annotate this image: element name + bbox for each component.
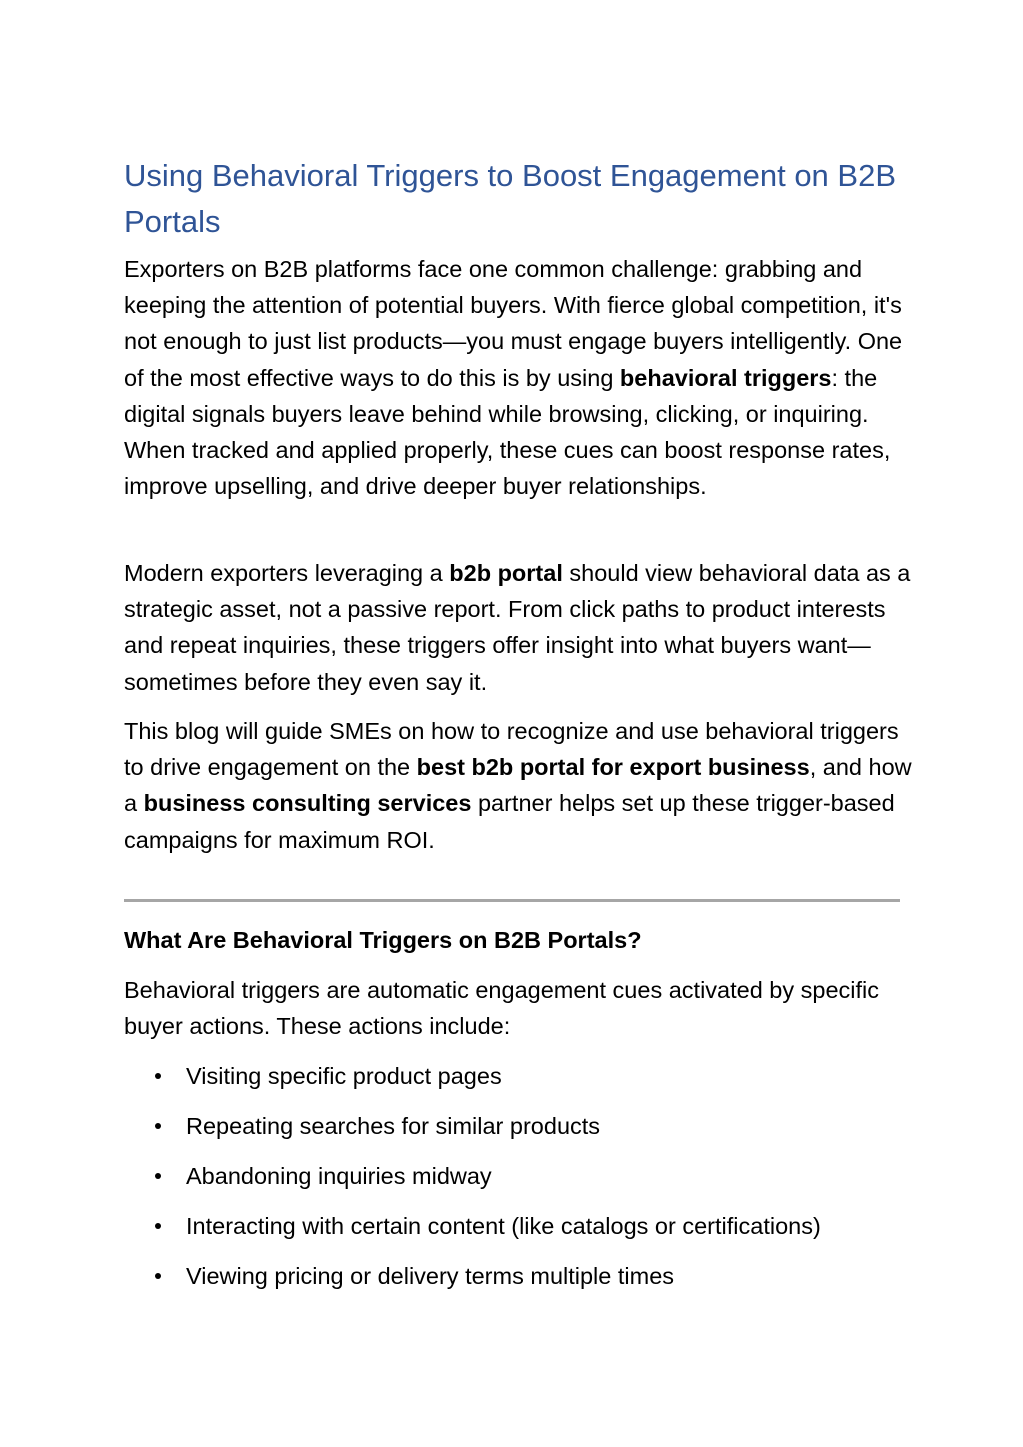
intro-paragraph-2 (124, 555, 914, 700)
list-item-text: Abandoning inquiries midway (186, 1163, 492, 1189)
bullet-list (124, 1058, 914, 1308)
section-heading: What Are Behavioral Triggers on B2B Portals? (124, 927, 642, 953)
intro-text: partner helps set up these trigger-based campaigns for maximum ROI. (124, 790, 895, 853)
intro-text: : the digital signals buyers leave behind while browsing, clicking, or inquiring. When tracked and applied properly, these cues can boost response rates, improve upselling, and drive deeper buyer relationships. (124, 364, 891, 500)
intro-text: should view behavioral data as a strategic asset, not a passive report. From click paths to product interests and repeat inquiries, these triggers offer insight into what buyers want—sometimes before they even say it. (124, 560, 911, 695)
list-item-text: Interacting with certain content (like catalogs or certifications) (186, 1213, 821, 1239)
list-item (124, 1258, 914, 1308)
intro-text: This blog will guide SMEs on how to recognize and use behavioral triggers to drive engagement on the (124, 718, 899, 781)
list-item (124, 1058, 914, 1108)
bullet-icon (155, 1073, 161, 1079)
intro-paragraph-3 (124, 713, 914, 858)
list-item-text: Repeating searches for similar products (186, 1113, 601, 1139)
bold-term: b2b portal (449, 560, 563, 586)
bullet-icon (155, 1273, 161, 1279)
intro-paragraph-1 (124, 251, 914, 504)
bullet-icon (155, 1123, 161, 1129)
intro-text: Exporters on B2B platforms face one common challenge: grabbing and keeping the attention of potential buyers. With fierce global competition, it's not enough to just list products—you must engage buyers intelligently. One of the most effective ways to do this is by using (124, 256, 903, 391)
bold-term: behavioral triggers (619, 364, 832, 391)
bullet-icon (155, 1223, 161, 1229)
list-item-text: Viewing pricing or delivery terms multiple times (186, 1263, 675, 1289)
list-item (124, 1108, 914, 1158)
bold-term: best b2b portal for export business (416, 754, 810, 781)
page-title: Using Behavioral Triggers to Boost Engagement on B2B Portals (124, 158, 897, 239)
list-item (124, 1208, 914, 1258)
intro-text: Modern exporters leveraging a (124, 560, 450, 586)
section-body: Behavioral triggers are automatic engagement cues activated by specific buyer actions. These actions include: (124, 977, 880, 1040)
list-item (124, 1158, 914, 1208)
bullet-icon (155, 1173, 161, 1179)
bold-term: business consulting services (143, 790, 472, 817)
horizontal-divider (124, 899, 900, 902)
list-item-text: Visiting specific product pages (186, 1063, 502, 1089)
intro-text: , and how a (124, 754, 912, 817)
